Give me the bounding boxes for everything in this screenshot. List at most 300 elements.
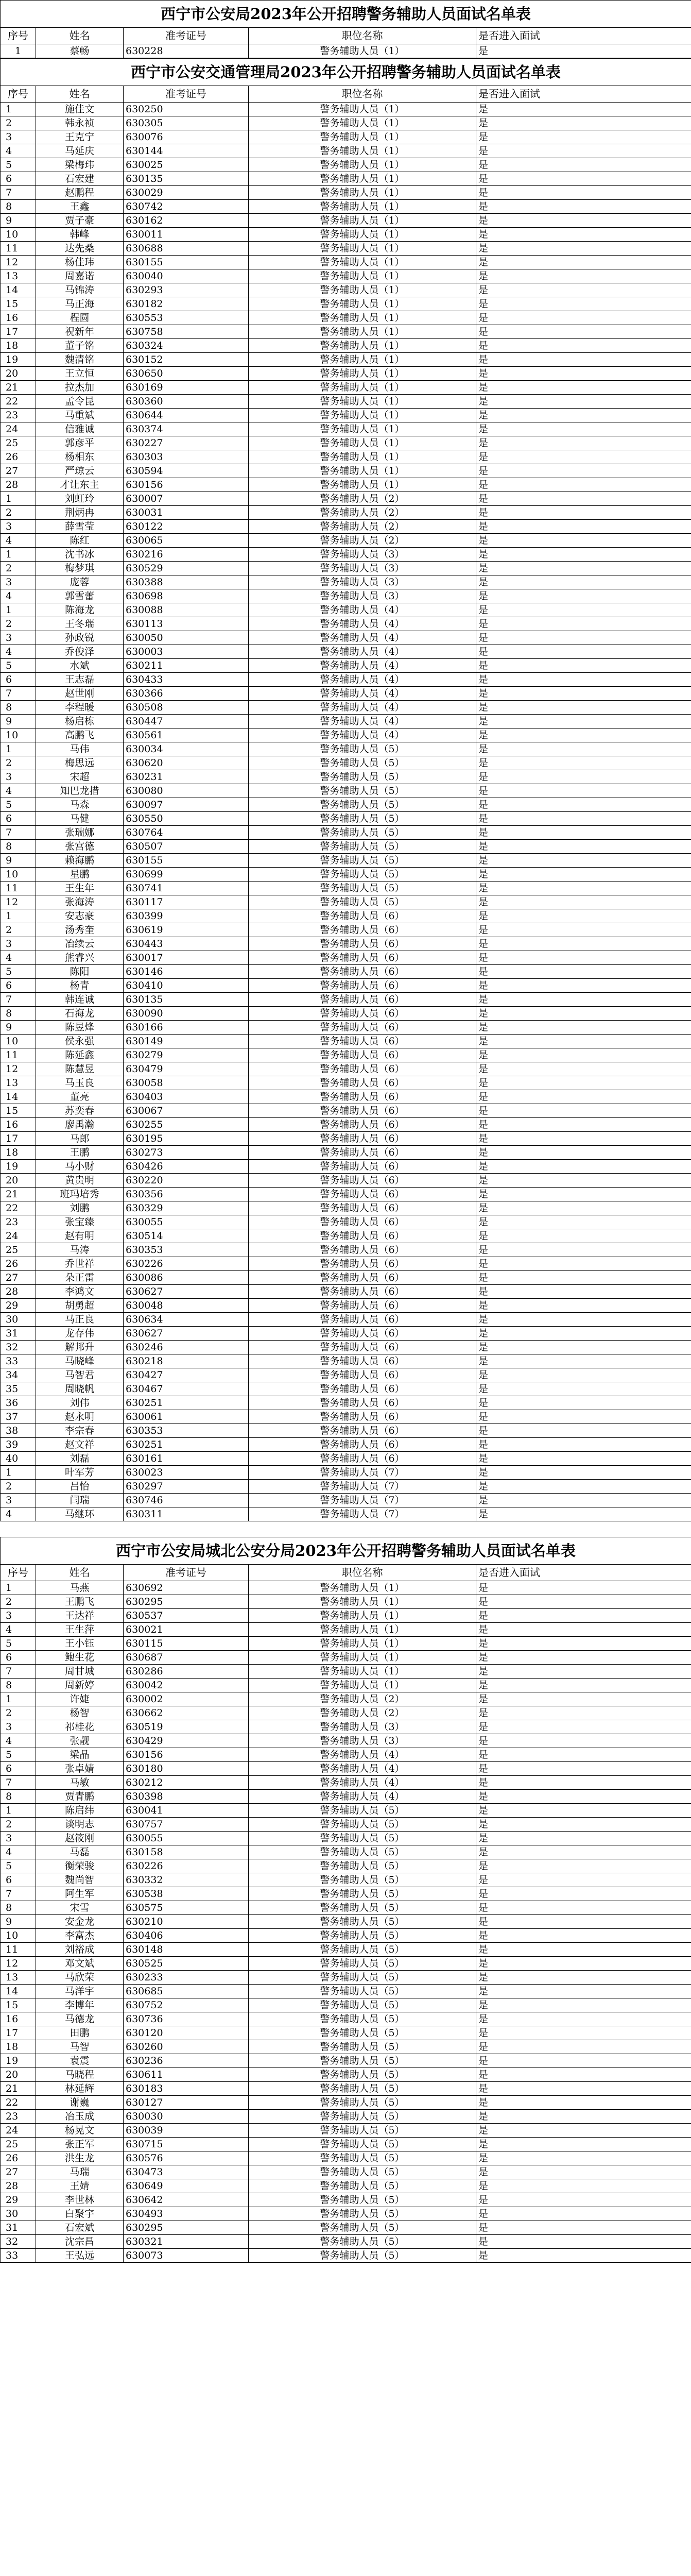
table-row <box>1 1943 691 1957</box>
table-cell: 侯永强 <box>36 1035 124 1048</box>
table-cell: 达先桑 <box>36 242 124 256</box>
table-row <box>1 1035 691 1048</box>
table-cell: 是 <box>476 1271 691 1285</box>
table-row <box>1 144 691 158</box>
table-cell: 1 <box>1 103 36 116</box>
table-cell: 630211 <box>124 659 249 673</box>
table-cell: 警务辅助人员（1） <box>249 130 476 144</box>
table-row <box>1 1873 691 1887</box>
table-row <box>1 631 691 645</box>
table-row <box>1 214 691 228</box>
table-row <box>1 464 691 478</box>
table-row <box>1 728 691 742</box>
table-cell: 15 <box>1 297 36 311</box>
table-cell: 王达祥 <box>36 1609 124 1623</box>
table-cell: 是 <box>476 1748 691 1762</box>
table-cell: 是 <box>476 1201 691 1215</box>
table-cell: 朵正雷 <box>36 1271 124 1285</box>
table-cell: 是 <box>476 464 691 478</box>
table-cell: 39 <box>1 1438 36 1452</box>
table-cell: 7 <box>1 993 36 1007</box>
table-cell: 是 <box>476 1104 691 1118</box>
table-cell: 是 <box>476 2012 691 2026</box>
table-cell: 是 <box>476 144 691 158</box>
table-cell: 施佳文 <box>36 103 124 116</box>
table-cell: 630698 <box>124 589 249 603</box>
table-cell: 是 <box>476 1507 691 1521</box>
table-cell: 19 <box>1 353 36 367</box>
table-cell: 630007 <box>124 492 249 506</box>
table-cell: 警务辅助人员（1） <box>249 186 476 200</box>
table-cell: 警务辅助人员（5） <box>249 2221 476 2235</box>
table-cell: 是 <box>476 1396 691 1410</box>
table-cell: 是 <box>476 1035 691 1048</box>
table-cell: 6 <box>1 172 36 186</box>
table-cell: 630017 <box>124 951 249 965</box>
table-cell: 王冬瑞 <box>36 617 124 631</box>
table-cell: 9 <box>1 1021 36 1035</box>
table-row <box>1 1201 691 1215</box>
table-cell: 警务辅助人员（1） <box>249 1651 476 1665</box>
table-cell: 是 <box>476 436 691 450</box>
table-cell: 警务辅助人员（6） <box>249 1146 476 1160</box>
table-cell: 630251 <box>124 1396 249 1410</box>
table-cell: 薛雪莹 <box>36 520 124 534</box>
table-cell: 4 <box>1 1507 36 1521</box>
table-cell: 警务辅助人员（5） <box>249 756 476 770</box>
table-cell: 警务辅助人员（5） <box>249 882 476 895</box>
table-cell: 6 <box>1 812 36 826</box>
table-cell: 是 <box>476 450 691 464</box>
table-cell: 630003 <box>124 645 249 659</box>
column-header: 姓名 <box>36 1565 124 1581</box>
table-row <box>1 770 691 784</box>
table-cell: 知巴龙措 <box>36 784 124 798</box>
table-cell: 警务辅助人员（7） <box>249 1466 476 1480</box>
table-cell: 马智 <box>36 2040 124 2054</box>
table-cell: 630692 <box>124 1581 249 1595</box>
table-cell: 是 <box>476 2068 691 2082</box>
table-cell: 1 <box>1 492 36 506</box>
table-row <box>1 1174 691 1188</box>
table-cell: 赵文祥 <box>36 1438 124 1452</box>
table-cell: 是 <box>476 979 691 993</box>
table-cell: 630627 <box>124 1327 249 1341</box>
table-cell: 警务辅助人员（5） <box>249 812 476 826</box>
table-cell: 是 <box>476 1887 691 1901</box>
table-cell: 630210 <box>124 1915 249 1929</box>
table-cell: 2 <box>1 1480 36 1494</box>
table-cell: 是 <box>476 1299 691 1313</box>
table-cell: 警务辅助人员（5） <box>249 2124 476 2138</box>
table-row <box>1 1859 691 1873</box>
table-cell: 22 <box>1 395 36 409</box>
table-cell: 630553 <box>124 311 249 325</box>
column-header: 职位名称 <box>249 86 476 103</box>
table-cell: 4 <box>1 1845 36 1859</box>
table-cell: 沈书冰 <box>36 548 124 562</box>
table-cell: 是 <box>476 311 691 325</box>
table-cell: 630688 <box>124 242 249 256</box>
table-cell: 630426 <box>124 1160 249 1174</box>
table-row <box>1 2221 691 2235</box>
table-row <box>1 2138 691 2151</box>
table-cell: 是 <box>476 1651 691 1665</box>
table-row <box>1 812 691 826</box>
table-cell: 630443 <box>124 937 249 951</box>
table-row <box>1 44 691 58</box>
table-cell: 赖海鹏 <box>36 854 124 868</box>
table-cell: 630086 <box>124 1271 249 1285</box>
table-cell: 拉杰加 <box>36 381 124 395</box>
table-row <box>1 422 691 436</box>
table-cell: 是 <box>476 1859 691 1873</box>
table-cell: 警务辅助人员（5） <box>249 2082 476 2096</box>
table-cell: 是 <box>476 2138 691 2151</box>
table-cell: 是 <box>476 812 691 826</box>
table-cell: 是 <box>476 214 691 228</box>
table-cell: 马锦涛 <box>36 283 124 297</box>
table-cell: 是 <box>476 1452 691 1466</box>
column-header: 姓名 <box>36 86 124 103</box>
table-cell: 630699 <box>124 868 249 882</box>
table-cell: 是 <box>476 158 691 172</box>
table-cell: 4 <box>1 589 36 603</box>
table-cell: 马重斌 <box>36 409 124 422</box>
table-row <box>1 1581 691 1595</box>
table-cell: 630273 <box>124 1146 249 1160</box>
table-cell: 周新婷 <box>36 1679 124 1692</box>
table-cell: 警务辅助人员（6） <box>249 1424 476 1438</box>
table-cell: 34 <box>1 1368 36 1382</box>
table-cell: 是 <box>476 520 691 534</box>
table-cell: 警务辅助人员（6） <box>249 1090 476 1104</box>
table-row <box>1 2235 691 2249</box>
table-cell: 2 <box>1 562 36 575</box>
table-cell: 630061 <box>124 1410 249 1424</box>
table-cell: 警务辅助人员（1） <box>249 395 476 409</box>
table-cell: 杨青 <box>36 979 124 993</box>
table-cell: 警务辅助人员（6） <box>249 1062 476 1076</box>
table-cell: 630427 <box>124 1368 249 1382</box>
table-cell: 是 <box>476 1480 691 1494</box>
table-cell: 周晓帆 <box>36 1382 124 1396</box>
table-cell: 警务辅助人员（5） <box>249 1859 476 1873</box>
table-row <box>1 200 691 214</box>
table-cell: 魏尚智 <box>36 1873 124 1887</box>
table-cell: 是 <box>476 492 691 506</box>
table-cell: 630627 <box>124 1285 249 1299</box>
table-cell: 17 <box>1 325 36 339</box>
table-cell: 警务辅助人员（5） <box>249 1804 476 1818</box>
table-cell: 37 <box>1 1410 36 1424</box>
table-row <box>1 1118 691 1132</box>
table-cell: 警务辅助人员（6） <box>249 1201 476 1215</box>
table-cell: 630231 <box>124 770 249 784</box>
table-cell: 630297 <box>124 1480 249 1494</box>
table-row <box>1 909 691 923</box>
table-cell: 杨智 <box>36 1706 124 1720</box>
table-cell: 是 <box>476 1007 691 1021</box>
table-cell: 警务辅助人员（6） <box>249 993 476 1007</box>
table-cell: 警务辅助人员（6） <box>249 1021 476 1035</box>
table-cell: 630403 <box>124 1090 249 1104</box>
table-cell: 李宗春 <box>36 1424 124 1438</box>
table-cell: 是 <box>476 409 691 422</box>
table-cell: 是 <box>476 44 691 58</box>
table-row <box>1 756 691 770</box>
table-cell: 630305 <box>124 116 249 130</box>
table-cell: 630212 <box>124 1776 249 1790</box>
table-cell: 6 <box>1 673 36 687</box>
table-cell: 王生年 <box>36 882 124 895</box>
table-cell: 38 <box>1 1424 36 1438</box>
table-cell: 警务辅助人员（6） <box>249 937 476 951</box>
table-cell: 3 <box>1 1609 36 1623</box>
table-cell: 石宏建 <box>36 172 124 186</box>
table-cell: 警务辅助人员（4） <box>249 617 476 631</box>
table-cell: 马德龙 <box>36 2012 124 2026</box>
table-cell: 是 <box>476 840 691 854</box>
table-row <box>1 2124 691 2138</box>
table-cell: 30 <box>1 2207 36 2221</box>
table-cell: 警务辅助人员（1） <box>249 381 476 395</box>
table-cell: 是 <box>476 1215 691 1229</box>
table-cell: 警务辅助人员（5） <box>249 2096 476 2110</box>
column-header: 是否进入面试 <box>476 1565 691 1581</box>
table-cell: 11 <box>1 1048 36 1062</box>
table-cell: 7 <box>1 1665 36 1679</box>
table-cell: 警务辅助人员（4） <box>249 1790 476 1804</box>
table-cell: 警务辅助人员（6） <box>249 979 476 993</box>
table-cell: 警务辅助人员（5） <box>249 868 476 882</box>
table-cell: 630255 <box>124 1118 249 1132</box>
table-cell: 630742 <box>124 200 249 214</box>
table-cell: 安金龙 <box>36 1915 124 1929</box>
table-cell: 荆炳冉 <box>36 506 124 520</box>
table-cell: 张正军 <box>36 2138 124 2151</box>
table-cell: 警务辅助人员（1） <box>249 353 476 367</box>
table-row <box>1 2110 691 2124</box>
table-cell: 630493 <box>124 2207 249 2221</box>
table-cell: 警务辅助人员（1） <box>249 269 476 283</box>
table-cell: 2 <box>1 1595 36 1609</box>
table-cell: 630050 <box>124 631 249 645</box>
table-cell: 630226 <box>124 1257 249 1271</box>
table-cell: 韩连诚 <box>36 993 124 1007</box>
table-row <box>1 937 691 951</box>
table-cell: 警务辅助人员（6） <box>249 1048 476 1062</box>
table-cell: 是 <box>476 1382 691 1396</box>
table-cell: 是 <box>476 854 691 868</box>
section-gap <box>0 1521 691 1537</box>
table-cell: 27 <box>1 1271 36 1285</box>
table-row <box>1 2207 691 2221</box>
table-cell: 张海涛 <box>36 895 124 909</box>
table-cell: 警务辅助人员（6） <box>249 1257 476 1271</box>
table-cell: 警务辅助人员（4） <box>249 645 476 659</box>
table-cell: 630122 <box>124 520 249 534</box>
table-cell: 是 <box>476 116 691 130</box>
table-cell: 4 <box>1 144 36 158</box>
table-cell: 2 <box>1 756 36 770</box>
table-cell: 630662 <box>124 1706 249 1720</box>
table-cell: 乔俊泽 <box>36 645 124 659</box>
table-cell: 熊睿兴 <box>36 951 124 965</box>
table-cell: 是 <box>476 1313 691 1327</box>
table-cell: 7 <box>1 1776 36 1790</box>
table-cell: 630374 <box>124 422 249 436</box>
table-cell: 630634 <box>124 1313 249 1327</box>
table-cell: 警务辅助人员（4） <box>249 631 476 645</box>
table-row <box>1 1271 691 1285</box>
table-cell: 鲍生花 <box>36 1651 124 1665</box>
table-cell: 是 <box>476 1146 691 1160</box>
table-row <box>1 1832 691 1845</box>
table-cell: 6 <box>1 979 36 993</box>
table-cell: 21 <box>1 2082 36 2096</box>
table-cell: 是 <box>476 1174 691 1188</box>
table-row <box>1 381 691 395</box>
table-cell: 宋超 <box>36 770 124 784</box>
table-cell: 是 <box>476 2054 691 2068</box>
table-cell: 630758 <box>124 325 249 339</box>
table-cell: 4 <box>1 951 36 965</box>
table-cell: 10 <box>1 1929 36 1943</box>
table-row <box>1 1007 691 1021</box>
table-cell: 宋雪 <box>36 1901 124 1915</box>
table-cell: 赵有明 <box>36 1229 124 1243</box>
table-row <box>1 130 691 144</box>
table-cell: 陈红 <box>36 534 124 548</box>
table-cell: 630182 <box>124 297 249 311</box>
table-row <box>1 186 691 200</box>
table-cell: 是 <box>476 2151 691 2165</box>
table-cell: 是 <box>476 715 691 728</box>
table-cell: 警务辅助人员（6） <box>249 1160 476 1174</box>
table-row <box>1 1692 691 1706</box>
table-cell: 10 <box>1 868 36 882</box>
table-cell: 警务辅助人员（1） <box>249 1581 476 1595</box>
table-cell: 40 <box>1 1452 36 1466</box>
table-cell: 赵世刚 <box>36 687 124 701</box>
table-cell: 警务辅助人员（4） <box>249 673 476 687</box>
table-cell: 警务辅助人员（1） <box>249 228 476 242</box>
table-row <box>1 1354 691 1368</box>
table-cell: 警务辅助人员（1） <box>249 436 476 450</box>
table-cell: 是 <box>476 1818 691 1832</box>
table-cell: 是 <box>476 1901 691 1915</box>
table-cell: 22 <box>1 1201 36 1215</box>
column-header: 序号 <box>1 1565 36 1581</box>
table-cell: 是 <box>476 283 691 297</box>
table-row <box>1 311 691 325</box>
table-cell: 630228 <box>124 44 249 58</box>
table-cell: 马磊 <box>36 1845 124 1859</box>
table-cell: 630041 <box>124 1804 249 1818</box>
table-cell: 630650 <box>124 367 249 381</box>
table-cell: 2 <box>1 617 36 631</box>
table-cell: 警务辅助人员（1） <box>249 409 476 422</box>
table-cell: 警务辅助人员（1） <box>249 1609 476 1623</box>
table-cell: 警务辅助人员（6） <box>249 1452 476 1466</box>
table-cell: 是 <box>476 993 691 1007</box>
table-row <box>1 1790 691 1804</box>
table-row <box>1 1818 691 1832</box>
table-cell: 警务辅助人员（5） <box>249 1818 476 1832</box>
table-cell: 杨晃文 <box>36 2124 124 2138</box>
table-cell: 警务辅助人员（2） <box>249 1706 476 1720</box>
table-cell: 王立恒 <box>36 367 124 381</box>
table-cell: 是 <box>476 2026 691 2040</box>
table-cell: 警务辅助人员（5） <box>249 1957 476 1971</box>
table-cell: 警务辅助人员（1） <box>249 144 476 158</box>
table-cell: 6 <box>1 1762 36 1776</box>
table-row <box>1 2068 691 2082</box>
table-cell: 赵鹏程 <box>36 186 124 200</box>
table-cell: 警务辅助人员（5） <box>249 1998 476 2012</box>
table-cell: 28 <box>1 1285 36 1299</box>
table-row <box>1 965 691 979</box>
table-cell: 田鹏 <box>36 2026 124 2040</box>
table-cell: 630410 <box>124 979 249 993</box>
table-cell: 是 <box>476 728 691 742</box>
table-row <box>1 1146 691 1160</box>
table-cell: 630356 <box>124 1188 249 1201</box>
roster-table <box>0 0 691 58</box>
table-cell: 12 <box>1 1957 36 1971</box>
table-cell: 是 <box>476 172 691 186</box>
table-row <box>1 269 691 283</box>
table-cell: 24 <box>1 422 36 436</box>
table-cell: 21 <box>1 381 36 395</box>
table-cell: 3 <box>1 575 36 589</box>
table-cell: 是 <box>476 1679 691 1692</box>
table-cell: 6 <box>1 1651 36 1665</box>
table-row <box>1 367 691 381</box>
table-cell: 周嘉诺 <box>36 269 124 283</box>
table-row <box>1 116 691 130</box>
table-cell: 26 <box>1 2151 36 2165</box>
table-row <box>1 895 691 909</box>
table-cell: 赵筱刚 <box>36 1832 124 1845</box>
table-cell: 警务辅助人员（5） <box>249 2138 476 2151</box>
table-cell: 郭彦平 <box>36 436 124 450</box>
table-row <box>1 1609 691 1623</box>
column-header: 准考证号 <box>124 86 249 103</box>
table-cell: 630135 <box>124 172 249 186</box>
table-cell: 24 <box>1 2124 36 2138</box>
table-cell: 1 <box>1 548 36 562</box>
table-cell: 630156 <box>124 478 249 492</box>
table-cell: 35 <box>1 1382 36 1396</box>
table-row <box>1 1215 691 1229</box>
table-cell: 是 <box>476 1734 691 1748</box>
table-cell: 是 <box>476 534 691 548</box>
table-cell: 630195 <box>124 1132 249 1146</box>
table-cell: 是 <box>476 645 691 659</box>
table-row <box>1 1998 691 2012</box>
table-row <box>1 1720 691 1734</box>
table-cell: 29 <box>1 2193 36 2207</box>
table-cell: 是 <box>476 1341 691 1354</box>
table-cell: 630260 <box>124 2040 249 2054</box>
table-cell: 谢巍 <box>36 2096 124 2110</box>
table-cell: 7 <box>1 826 36 840</box>
table-cell: 11 <box>1 1943 36 1957</box>
table-cell: 是 <box>476 701 691 715</box>
table-cell: 韩永祯 <box>36 116 124 130</box>
